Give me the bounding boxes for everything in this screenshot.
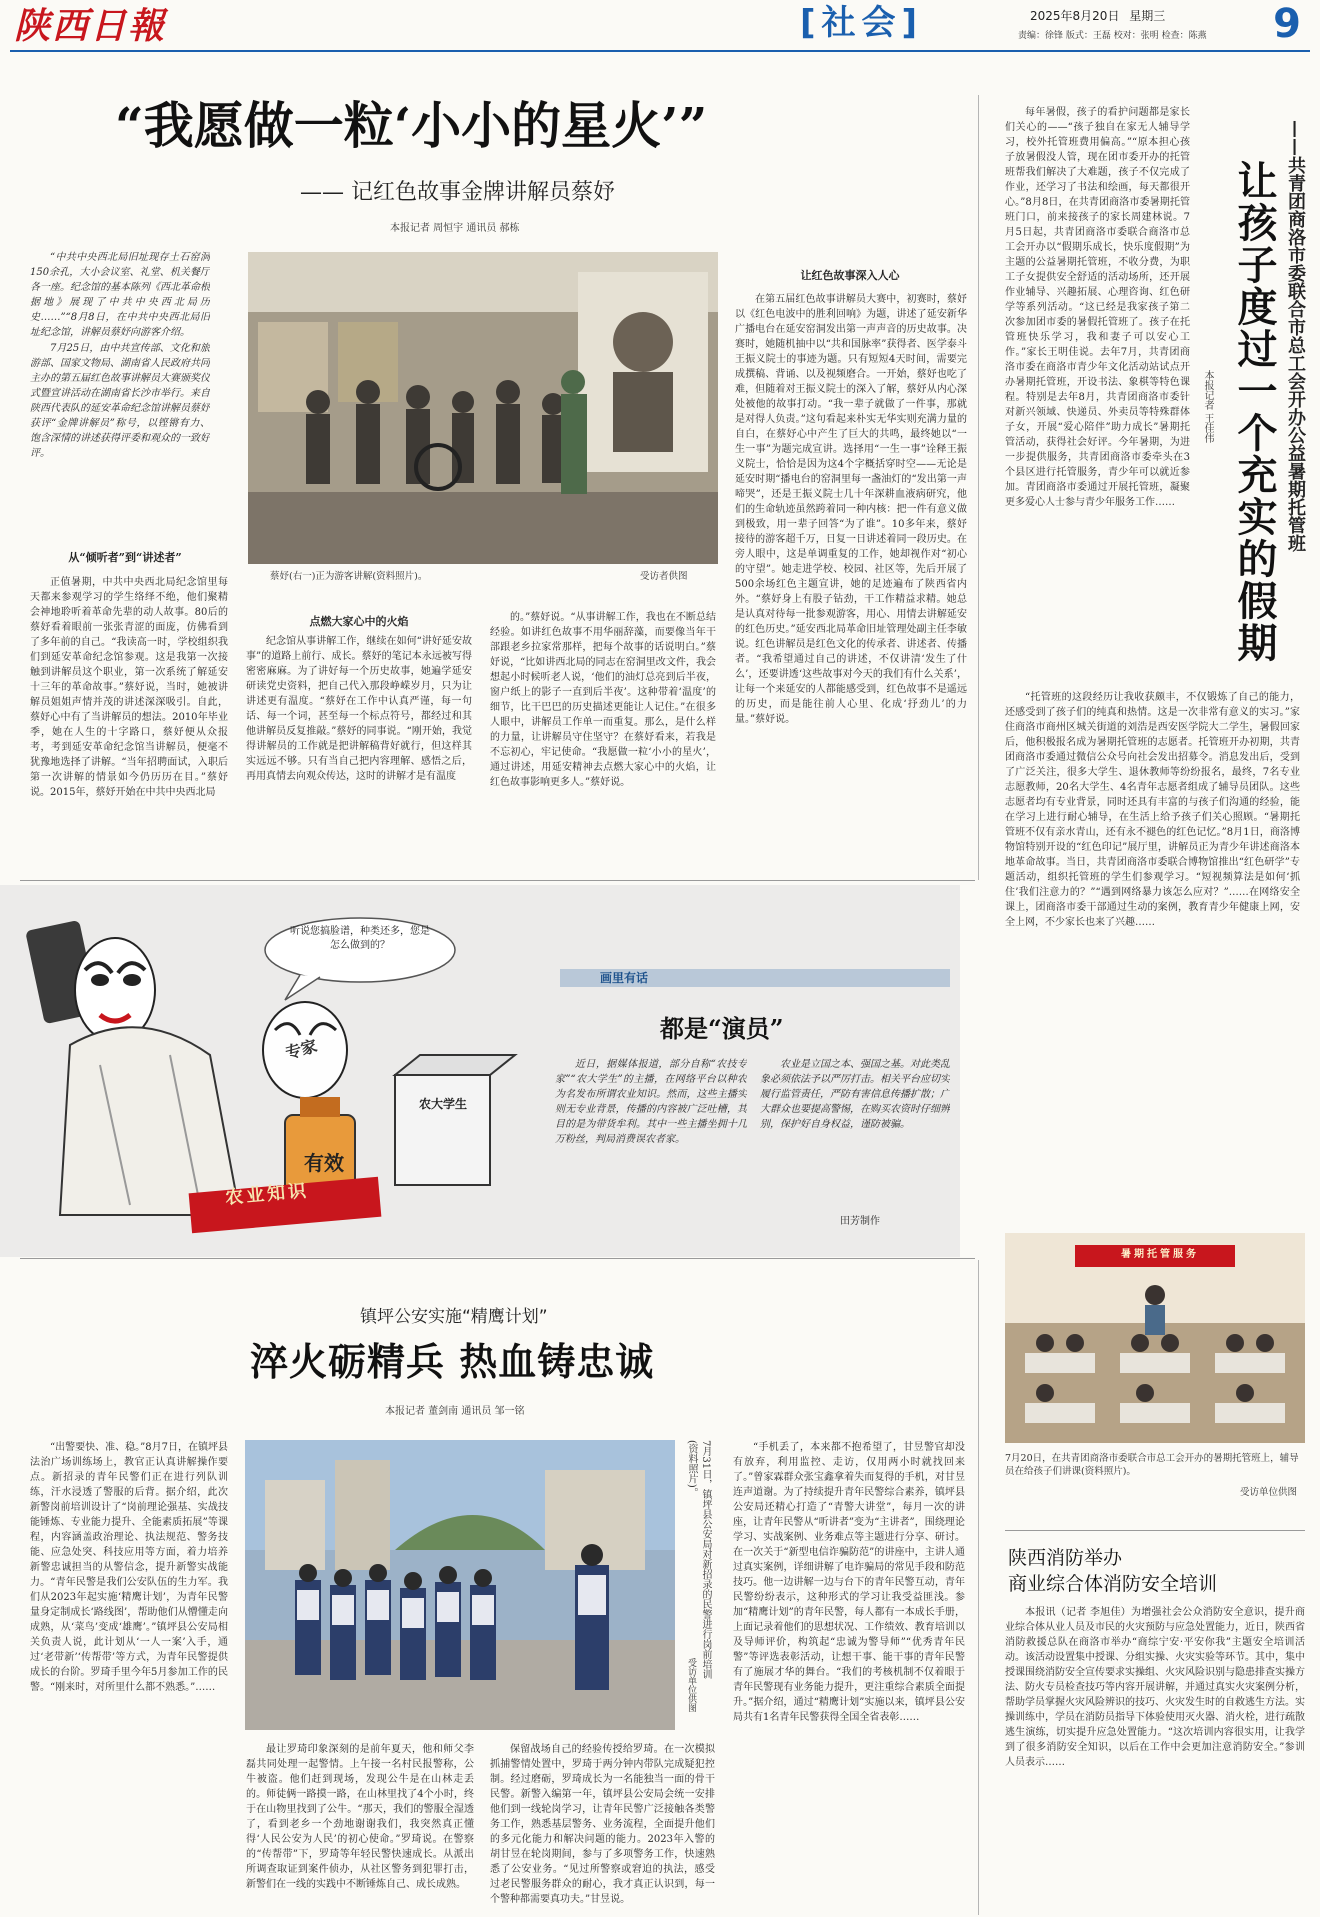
article2-byline: 本报记者 董剑南 通讯员 邹一铭 xyxy=(385,1406,525,1417)
article2-col3-text: 保留战场自己的经验传授给罗琦。在一次模拟抓捕警情处置中，罗琦于两分钟内带队完成疑犯控制。经过磨砺，罗琦成长为一名能独当一面的骨干民警。新警入编第一年，镇坪县公安局会统一安排他们到一线轮岗学习，让青年民警广泛接触各类警务工作，熟悉基层警务、业务流程，全面提升他们的多元化能力和解决问题的能力。2023年入警的胡甘昱在轮岗期间，参与了多项警务工作，快速熟悉了公安业务。“见过所警察或窘迫的执法，感受过老民警服务群众的耐心，我才真正认识到，每一个警种都需要真功夫。”甘昱说。 xyxy=(490,1744,715,1905)
article1-col4-text: 在第五届红色故事讲解员大赛中，初赛时，蔡妤以《红色电波中的胜利回响》为题，讲述了延安新华广播电台在延安窑洞发出第一声声音的历史故事。决赛时，她随机抽中以“共和国脉率”获得者、医学泰斗王振义院士的事迹为题。只有短短4天时间，需要完成撰稿、背诵、以及视频磨合。一开始，蔡妤也吃了难，但随着对王振义院士的深入了解，蔡妤从内心深处被他的故事打动。“我一辈子就做了一件事，那就是对得人负责。”这句看起来朴实无华实则充满力量的自白，在蔡妤心中产生了巨大的共鸣，最终她以“一生一事”为题完成宣讲。选择用“一生一事”诠释王振义院士，恰恰是因为这4个字概括穿时空——无论是延安时期“播电台的窑洞里每一盏油灯的“发出第一声啼哭”，还是王振义院士几十年深耕血液病研究，他们的生命轨迹虽然跨着同一种内核：把一件有意义做到极致，用一辈子回答“为了谁”。10多年来，蔡妤接待的游客超千万，日复一日讲述着同一段历史。在旁人眼中，这是单调重复的工作，她却视作对“初心的守望”。她走进学校、校园、社区等，先后开展了500余场红色主题宣讲，她的足迹遍布了陕西省内外。“蔡妤身上有股子钻劲，干工作精益求精。她总是认真对待每一批参观游客，用心、用情去讲解延安的红色历史。”延安西北局革命旧址管理处副主任李敏说。红色讲解员是红色文化的传承者、讲述者、传播者。“我希望通过自己的讲述，不仅讲清‘发生了什么’，还要讲透‘这些故事对今天的我们有什么关系’，让每一个来延安的人都能感受到，红色故事不是遥远的历史，而是能往前人心里、化成‘抒劲儿’的力量。”蔡妤说。 xyxy=(735,294,967,725)
article2-col4 xyxy=(733,1440,965,1910)
article2-col4-text: “手机丢了，本来都不抱希望了，甘昱警官却没有放弃，利用监控、走访，仅用两小时就找回来了。”曾家霖群众张宝鑫拿着失而复得的手机，对甘昱连声道谢。为了持续提升青年民警综合素养，镇坪县公安局还精心打造了“青警大讲堂”，每月一次的讲座，让青年民警从“听讲者”变为“主讲者”，围绕理论学习、实战案例、业务难点等主题进行分享、研讨。在一次关于“新型电信诈骗防范”的讲座中，主讲人通过真实案例，详细讲解了电诈骗局的常见手段和防范技巧。他一边讲解一边与台下的青年民警互动，青年民警纷纷表示，这种形式的学习让我受益匪浅。参加“精鹰计划”的青年民警，每人都有一本成长手册，上面记录着他们的思想状况、工作绩效、教育培训以及导师评价，构筑起“忠诚为警导师”“优秀青年民警”等评选表彰活动，让想干事、能干事的青年民警有了施展才华的舞台。“我们的考核机制不仅着眼于青年民警现有业务能力提升，更注重综合素质全面提升。”据介绍，通过“精鹰计划”实施以来，镇坪县公安局共有1名青年民警获得全国全省表彰…… xyxy=(733,1442,965,1723)
bottle-label: 有效 xyxy=(304,1151,344,1175)
editor-credits: 责编：徐锋 版式：王磊 校对：张明 检查：陈燕 xyxy=(1018,31,1207,41)
article3-col2 xyxy=(1005,690,1300,1230)
article2-photo xyxy=(245,1440,675,1730)
article1-col3 xyxy=(490,610,716,875)
lede-para-2: 7月25日，由中共宣传部、文化和旅游部、国家文物局、湖南省人民政府共同主办的第五届红色故事讲解员大赛颁奖仪式暨宣讲活动在湖南省长沙市举行。来自陕西代表队的延安革命纪念馆讲解员蔡妤获评“金牌讲解员”称号，以铿锵有力、饱含深情的讲述获得评委和观众的一致好评。 xyxy=(30,343,210,459)
article2-col3 xyxy=(490,1742,715,1910)
article3-col1 xyxy=(1005,105,1190,685)
divider-article1-bottom xyxy=(20,880,975,881)
paper-logo: 陕西日報 xyxy=(14,5,167,47)
fire-article-text: 本报讯（记者 李旭佳）为增强社会公众消防安全意识，提升商业综合体从业人员及市民的火灾预防与应急处置能力，近日，陕西省消防救援总队在商洛市举办“商综宁安·平安你我”主题安全培训活动。该活动设置集中授课、分组实操、火灾实验等环节。其中，集中授课围绕消防安全宣传要求实操组、火灾风险识别与隐患排查实操方法、防火专员检查技巧等内容开展讲解，并通过真实火灾案例分析，帮助学员掌握火灾风险辨识的技巧、火灾发生时的自救逃生方法。实操训练中，学员在消防员指导下体验使用灭火器、消火栓，进行疏散逃生演练，切实提升应急处置能力。“这次培训内容很实用，让我学到了很多消防安全知识，以后在工作中会更加注意消防安全。”参训人员表示…… xyxy=(1005,1607,1305,1768)
article3-kicker: ——共青团商洛市委联合市总工会开办公益暑期托管班 xyxy=(1285,120,1306,552)
divider-article2-right xyxy=(978,1260,979,1915)
article3-col1-text: 每年暑假，孩子的看护问题都是家长们关心的——“孩子独自在家无人辅导学习，校外托管班费用偏高。”“原本担心孩子放暑假没人管，现在团市委开办的托管班帮我们解决了大难题，孩子不仅完成了作业，还学习了书法和绘画，每天都很开心。”8月8日，在共青团商洛市委暑期托管班门口，前来接孩子的家长周建林说。7月5日起，共青团商洛市委联合商洛市总工会开办以“假期乐成长，快乐度假期”为主题的公益暑期托管班，不收分费，为职工子女提供安全舒适的活动场所，还开展作业辅导、兴趣拓展、心理咨询、红色研学等系列活动。“这已经是我家孩子第二次参加团市委的暑假托管班了。孩子在托管班快乐学习，我和妻子可以安心工作。”家长王明佳说。去年7月，共青团商洛市委在商洛市青少年文化活动站试点开办暑期托管班，开设书法、象棋等特色课程。特别是去年8月，共青团商洛市委针对新兴领域、快递员、外卖员等特殊群体子女，开展“爱心陪伴”助力成长”暑期托管活动，获得社会好评。今年暑期，为进一步提供服务，共青团商洛市委牵头在3个县区进行托管服务，青少年可以就近参加。青团商洛市委通过开展托管班，凝聚更多爱心人士参与青少年服务工作…… xyxy=(1005,107,1190,508)
article1-col1 xyxy=(30,575,228,875)
article2-kicker: 镇坪公安实施“精鹰计划” xyxy=(360,1307,548,1327)
article2-col2 xyxy=(246,1742,474,1910)
article2-title: 淬火砺精兵 热血铸忠诚 xyxy=(250,1339,655,1384)
article2-col1 xyxy=(30,1440,228,1910)
cartoon-column-label: 画里有话 xyxy=(600,971,649,985)
article1-photo xyxy=(248,252,718,564)
article1-col3-text: 的。”蔡妤说。“从事讲解工作，我也在不断总结经验。如讲红色故事不用华丽辞藻，而要像当年干部跟老乡拉家常那样，把每个故事的话说明白。”蔡妤说，“比如讲西北局的同志在窑洞里改文件，我会想起小时候听老人说，‘他们的油灯总亮到后半夜，窗户纸上的影子一直到后半夜’。这种带着‘温度’的细节，比干巴巴的历史描述更能让人记住。”在很多人眼中，讲解员工作单一而重复。那么，是什么样的力量，让讲解员守住坚守？在蔡妤看来，若我是不忘初心，牢记使命。“我愿做一粒‘小小的星火’，通过讲述，用延安精神去点燃大家心中的火焰，让红色故事影响更多人。”蔡妤说。 xyxy=(490,612,716,788)
article3-byline: 本报记者 王佳伟 xyxy=(1202,370,1213,444)
article1-photo-caption: 蔡妤(右一)正为游客讲解(资料照片)。 xyxy=(270,571,428,582)
weekday-text: 星期三 xyxy=(1129,9,1166,23)
article3-title: 让孩子度过一个充实的假期 xyxy=(1231,160,1278,664)
article3-photo-banner: 暑期托管服务 xyxy=(1121,1249,1199,1260)
article2-photo-caption: 7月31日，镇坪县公安局对新招录的民警进行岗前培训(资料照片)。 xyxy=(686,1440,711,1680)
article3-photo-credit: 受访单位供图 xyxy=(1240,1487,1298,1498)
page-number: 9 xyxy=(1273,1,1301,47)
fire-article-title: 陕西消防举办 商业综合体消防安全培训 xyxy=(1008,1547,1218,1595)
article1-title: “我愿做一粒‘小小的星火’” xyxy=(115,96,708,155)
article1-photo-credit: 受访者供图 xyxy=(640,571,688,582)
divider-cartoon-bottom xyxy=(20,1258,975,1259)
box-label: 农大学生 xyxy=(418,1097,467,1111)
divider-fire-article xyxy=(1005,1530,1305,1531)
mask-label: 专家 xyxy=(283,1036,320,1063)
article2-photo-credit: 受访单位供图 xyxy=(686,1658,696,1712)
article2-col2-text: 最让罗琦印象深刻的是前年夏天，他和师父李磊共同处理一起警情。上午接一名村民报警称，公牛被盗。他们赶到现场，发现公牛是在山林走丢的。师徒俩一路摸一路，在山林里找了4个小时，终于在山物里找到了公牛。“那天，我们的警服全湿透了，看到老乡一个劲地谢谢我们，我突然真正懂得‘人民公安为人民’的初心使命。”罗琦说。在警察的“传帮带”下，罗琦等年轻民警快速成长。从派出所调查取证到案件侦办，从社区警务到犯罪打击，新警们在一线的实践中不断锤炼自己、成长成熟。 xyxy=(246,1744,474,1890)
article1-col2-text: 纪念馆从事讲解工作，继续在如何“讲好延安故事”的道路上前行、成长。蔡妤的笔记本永远被写得密密麻麻。为了讲好每一个历史故事，她遍学延安研读党史资料，把自己代入那段峥嵘岁月，只为让讲述更有温度。“蔡妤在工作中认真严谨，每一句话、每一个词，甚至每一个标点符号，都经过和其他讲解员反复推敲。”蔡妤的同事说。“刚开始，我觉得讲解员的工作就是把讲解稿背好就行，但这样其实远远不够。只有当自己把内容理解、感悟之后，再用真情去向观众传达，这时的讲解才是有温度 xyxy=(246,636,472,782)
section-label: [社会] xyxy=(800,3,924,43)
exhibition-hall-scene xyxy=(248,252,718,564)
article1-col1-text: 正值暑期，中共中央西北局纪念馆里每天都来参观学习的学生络绎不绝，他们聚精会神地聆听着革命先辈的动人故事。80后的蔡妤看着眼前一张张青涩的面庞，仿佛看到了多年前的自己。“我读高一时，学校组织我们到延安革命纪念馆参观。这是我第一次接触到讲解员这个职业，第一次系统了解延安十三年的革命故事。”蔡妤说，当时，她被讲解员姐姐声情并茂的讲述深深吸引。自此，蔡妤心中有了当讲解员的想法。2010年毕业季，她在人生的十字路口，蔡妤便从众报考，考到延安革命纪念馆当讲解员，便毫不犹豫地选择了讲解。“当年招聘面试，入职后第一次讲解的情景如今仍历历在目。”蔡妤说。2015年，蔡妤开始在中共中央西北局 xyxy=(30,577,228,798)
speech-bubble-text: 听说您搞脸谱，种类还多，您是怎么做到的？ xyxy=(290,926,430,951)
article3-photo-caption: 7月20日，在共青团商洛市委联合市总工会开办的暑期托管班上，辅导员在给孩子们讲课(资料照片)。 xyxy=(1005,1453,1299,1477)
article1-section3-heading: 让红色故事深入人心 xyxy=(800,269,900,282)
cartoon-text-col2 xyxy=(760,1057,950,1212)
cartoon-section xyxy=(0,885,960,1257)
masthead-rule xyxy=(10,50,1310,52)
article1-subtitle: —— 记红色故事金牌讲解员蔡妤 xyxy=(300,180,615,205)
article1-col2 xyxy=(246,610,472,875)
cartoon-text-2: 农业是立国之本、强国之基。对此类乱象必须依法予以严厉打击。相关平台应切实履行监管责任，严防有害信息传播扩散；广大群众也要提高警惕，在购买农资时仔细辨别，保护好自身权益，谨防被骗。 xyxy=(760,1059,950,1130)
fire-article-body xyxy=(1005,1605,1305,1910)
article2-col1-text: “出警要快、准、稳。”8月7日，在镇坪县法治广场训练场上，教官正认真讲解操作要点。新招录的青年民警们正在进行列队训练，汗水浸透了警服的后背。据介绍，此次新警岗前培训设计了“岗前理论强基、实战技能锤炼、专业能力提升、全能素质拓展”等课程，内容涵盖政治理论、执法规范、警务技能、应急处突、科技应用等方面，着力培养新警忠诚担当的从警信念，提升新警实战能力。“青年民警是我们公安队伍的生力军。我们从2023年起实施‘精鹰计划’，为青年民警量身定制成长‘路线图’，帮助他们从懵懂走向成熟，从‘菜鸟’变成‘雄鹰’。”镇坪县公安局相关负责人说，此计划从‘一人一案’入手，通过‘老带新’‘传帮带’等方式，为青年民警提供成长的台阶。罗琦手里今年5月参加工作的民警。“刚来时，对所里什么都不熟悉。”…… xyxy=(30,1442,228,1693)
cartoon-text-col1 xyxy=(555,1057,747,1227)
cartoon-title: 都是“演员” xyxy=(660,1014,784,1043)
masthead xyxy=(0,0,1320,52)
cartoon-text-1: 近日，据媒体报道，部分自称“农技专家”“农大学生”的主播，在网络平台以种农为名发布所谓农业知识。然而，这些主播实则无专业背景，传播的内容被广泛吐槽，其目的是为带货牟利。其中一些主播坐拥十几万粉丝，判局消费误农者家。 xyxy=(555,1059,747,1145)
divider-article1-article3 xyxy=(978,95,979,880)
article1-section2-heading: 点燃大家心中的火焰 xyxy=(309,615,409,628)
article3-col2-text: “托管班的这段经历让我收获颇丰，不仅锻炼了自己的能力，还感受到了孩子们的纯真和热情。这是一次非常有意义的实习。”家住商洛市商州区城关街道的刘浩是西安医学院大二学生，暑假回家后，他积极报名成为暑期托管班的志愿者。托管班开办初期，共青团商洛市委通过微信公众号向社会发出招募令。消息发出后，受到了广泛关注，很多大学生、退休教师等纷纷报名，最终，7名专业志愿教师，20名大学生、4名青年志愿者组成了辅导员团队。这些志愿者均有专业背景，同时还具有丰富的与孩子们沟通的经验，能在学习上进行耐心辅导，在生活上给予孩子们关心照顾。“暑期托管班不仅有亲水青山，还有永不褪色的红色记忆。”8月1日，商洛博物馆特别开设的“红色印记”展厅里，讲解员正为青少年讲述商洛本地革命故事。当日，共青团商洛市委联合博物馆推出“红色研学”专题活动，组织托管班的学生们参观学习。“短视频算法是如何‘抓住’我们注意力的？”“遇到网络暴力该怎么应对？”……在网络安全课上，团商洛市委干部通过生动的案例，教育青少年健康上网，安全上网，不少家长也来了兴趣…… xyxy=(1005,692,1300,928)
issue-date xyxy=(1030,8,1165,24)
lede-para-1: “中共中央西北局旧址现存土石窑洞150余孔，大小会议室、礼堂、机关餐厅各一座。纪念馆的基本陈列《西北革命根据地》展现了中共中央西北局历史……”“8月8日，在中共中央西北局旧址纪念馆，讲解员蔡妤向游客介绍。 xyxy=(30,252,210,338)
article1-section1-heading: 从“倾听者”到“讲述者” xyxy=(68,551,182,564)
article1-byline: 本报记者 周恒宇 通讯员 郝栋 xyxy=(390,223,520,234)
banner-label: 农业知识 xyxy=(224,1180,310,1209)
cartoon-author: 田芳制作 xyxy=(840,1216,880,1227)
police-training-scene xyxy=(245,1440,675,1730)
article1-col4 xyxy=(735,292,967,875)
date-text: 2025年8月20日 xyxy=(1030,9,1120,23)
article1-lede xyxy=(30,250,210,540)
